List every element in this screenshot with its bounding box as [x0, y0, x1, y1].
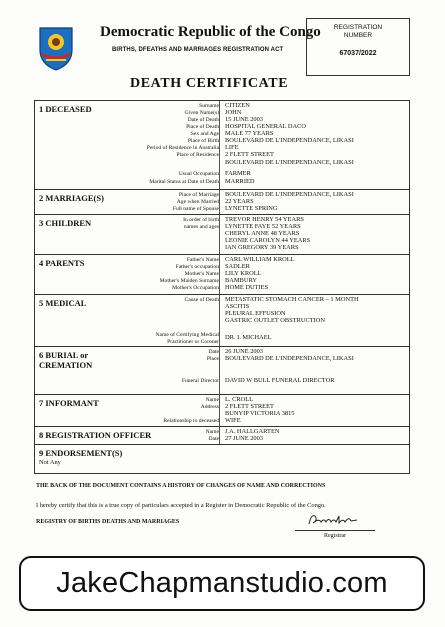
section-children	[35, 215, 409, 255]
country-name: Democratic Republic of the Congo	[100, 24, 321, 40]
section-heading: 6 BURIAL or CREMATION	[39, 350, 93, 370]
field-label: Funeral Director	[181, 378, 219, 384]
field-value: 22 YEARS	[225, 198, 254, 205]
field-value: TREVOR HENRY 54 YEARS	[225, 216, 304, 223]
section-heading: 1 DECEASED	[39, 104, 92, 114]
column-divider	[219, 427, 220, 444]
field-value: MALE 77 YEARS	[225, 130, 274, 137]
column-divider	[219, 347, 220, 394]
registrar-signature	[305, 512, 365, 528]
field-value: LIFE	[225, 144, 239, 151]
section-heading: 7 INFORMANT	[39, 398, 99, 408]
field-value: LILY KROLL	[225, 270, 262, 277]
field-value: HOSPITAL GENERAL DACO	[225, 123, 307, 130]
column-divider	[219, 395, 220, 426]
field-label: Mother's Name	[184, 271, 219, 277]
registration-act: BIRTHS, DFEATHS AND MARRIAGES REGISTRATION ACT	[112, 47, 284, 53]
registry-name: REGISTRY OF BIRTHS DEATHS AND MARRIAGES	[36, 519, 180, 525]
field-value: JOHN	[225, 109, 242, 116]
section-medical	[35, 295, 409, 347]
column-divider	[219, 255, 220, 294]
field-label: Date	[208, 436, 219, 442]
section-endorsements	[35, 445, 409, 475]
field-label: Sex and Age	[190, 131, 219, 137]
column-divider	[219, 295, 220, 346]
field-label: Usual Occupation	[178, 171, 219, 177]
field-label: Father's occupation	[175, 264, 219, 270]
column-divider	[219, 215, 220, 254]
registration-label-2: NUMBER	[343, 32, 373, 39]
field-label: Surname	[199, 103, 219, 109]
field-value: 2 FLETT STREET	[225, 403, 274, 410]
field-value: PLEURAL EFFUSION	[225, 310, 286, 317]
endorsement-note: Not Any	[39, 459, 61, 466]
section-heading: 8 REGISTRATION OFFICER	[39, 430, 152, 440]
field-value: FARMER	[225, 170, 251, 177]
field-value: DR. I. MICHAEL	[225, 334, 272, 341]
field-value: LYNETTE FAYE 52 YEARS	[225, 223, 301, 230]
section-deceased	[35, 101, 409, 190]
field-label: Place	[206, 356, 219, 362]
signature-line	[295, 530, 375, 531]
section-heading: 5 MEDICAL	[39, 298, 87, 308]
field-label: Date of Death	[187, 117, 219, 123]
field-value: BOULEVARD DE L'INDEPENDANCE, LIKASI	[225, 137, 354, 144]
field-label: Cause of Death	[184, 297, 219, 303]
section-heading: 3 CHILDREN	[39, 218, 92, 228]
field-label: Marital Status at Date of Death	[149, 179, 219, 185]
field-label: Address	[200, 404, 219, 410]
field-value: L. CROLL	[225, 396, 254, 403]
field-label: Mother's Occupation	[172, 285, 219, 291]
field-label: Given Name(s)	[184, 110, 219, 116]
field-label: Name of Certifying Medical	[155, 332, 219, 338]
field-label: Place of Residence	[176, 152, 219, 158]
back-of-document-note: THE BACK OF THE DOCUMENT CONTAINS A HISTORY OF CHANGES OF NAME AND CORRECTIONS	[36, 483, 326, 489]
certification-statement: I hereby certify that this is a true copy of particulars accepted in a Register in Democratic Republic of the Congo.	[36, 502, 326, 509]
section-marriage	[35, 190, 409, 215]
certificate-table	[34, 100, 410, 474]
field-value: METASTATIC STOMACH CANCER – 1 MONTH	[225, 296, 359, 303]
field-value: BOULEVARD DE L'INDEPENDANCE, LIKASI	[225, 355, 354, 362]
registrar-label: Registrar	[324, 533, 346, 539]
coat-of-arms-icon	[36, 24, 76, 72]
field-label: Date	[208, 349, 219, 355]
field-value: GASTRIC OUTLET OBSTRUCTION	[225, 317, 326, 324]
field-value: CARL WILLIAM KROLL	[225, 256, 295, 263]
field-value: CITIZEN	[225, 102, 250, 109]
field-label: Place of Marriage	[178, 192, 219, 198]
field-value: WIFE	[225, 417, 241, 424]
section-burial	[35, 347, 409, 395]
field-label: Place of Birth	[187, 138, 219, 144]
field-value: 2 FLETT STREET	[225, 151, 274, 158]
field-value: ASCITIS	[225, 303, 250, 310]
field-label: names and ages	[183, 224, 219, 230]
section-heading: 2 MARRIAGE(S)	[39, 193, 104, 203]
field-label: Practitioner or Coroner	[167, 339, 219, 345]
document-title: DEATH CERTIFICATE	[130, 76, 289, 91]
column-divider	[219, 101, 220, 189]
field-value: 27 JUNE 2003	[225, 435, 263, 442]
field-label: Father's Name	[186, 257, 219, 263]
field-label: In order of birth	[183, 217, 219, 223]
field-label: Full name of Spouse	[172, 206, 219, 212]
field-value: LEONIE CAROLYN 44 YEARS	[225, 237, 311, 244]
field-value: J.A. HALLGARTEN	[225, 428, 280, 435]
field-value: MARRIED	[225, 178, 255, 185]
field-value: 26 JUNE 2003	[225, 348, 263, 355]
field-label: Mother's Maiden Surname	[159, 278, 219, 284]
field-value: LYNETTE SPRING	[225, 205, 278, 212]
field-label: Place of Death	[186, 124, 219, 130]
field-value: HOME DUTIES	[225, 284, 269, 291]
section-informant	[35, 395, 409, 427]
registration-number-box	[306, 18, 410, 76]
section-heading: 4 PARENTS	[39, 258, 85, 268]
section-registration-officer	[35, 427, 409, 445]
field-label: Name	[205, 429, 219, 435]
field-value: CHERYL ANNE 48 YEARS	[225, 230, 300, 237]
field-value: SADLER	[225, 263, 250, 270]
field-value: BAMBURY	[225, 277, 257, 284]
field-label: Age when Married	[176, 199, 219, 205]
field-value: BOULEVARD DE L'INDEPENDANCE, LIKASI	[225, 191, 354, 198]
field-value: DAVID W BULL FUNERAL DIRECTOR	[225, 377, 335, 384]
field-label: Name	[205, 397, 219, 403]
registration-number: 67037/2022	[339, 50, 377, 57]
registration-label-1: REGISTRATION	[333, 24, 383, 31]
section-heading: 9 ENDORSEMENT(S)	[39, 448, 123, 458]
field-label: Period of Residence in Australia	[146, 145, 219, 151]
field-label: Relationship to deceased	[163, 418, 219, 424]
field-value: IAN GREGORY 39 YEARS	[225, 244, 299, 251]
column-divider	[219, 190, 220, 214]
field-value: 15 JUNE 2003	[225, 116, 263, 123]
section-parents	[35, 255, 409, 295]
watermark-banner: JakeChapmanstudio.com	[19, 556, 425, 611]
field-value: BOULEVARD DE L'INDEPENDANCE, LIKASI	[225, 159, 354, 166]
field-value: BUNYIP VICTORIA 3815	[225, 410, 295, 417]
